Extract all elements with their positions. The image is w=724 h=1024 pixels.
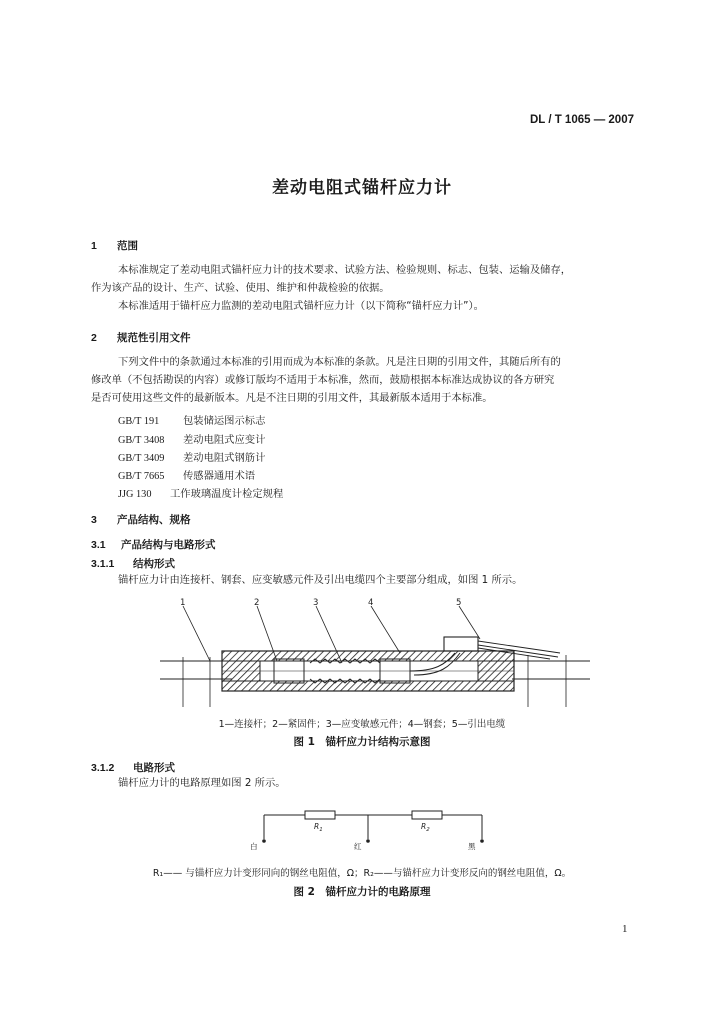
section-3-1-1-para: 锚杆应力计由连接杆、钢套、应变敏感元件及引出电缆四个主要部分组成，如图 1 所示。 bbox=[118, 574, 523, 586]
section-3-1-heading bbox=[91, 537, 216, 552]
section-1-para1-line1: 本标准规定了差动电阻式锚杆应力计的技术要求、试验方法、检验规则、标志、包装、运输及储存， bbox=[118, 264, 572, 276]
section-3-heading bbox=[91, 512, 191, 527]
connecting-rod-left bbox=[160, 657, 232, 707]
steel-sleeve bbox=[222, 651, 514, 691]
terminal-right-label: 黑 bbox=[468, 842, 476, 851]
section-title: 产品结构与电路形式 bbox=[121, 539, 216, 551]
circuit-wires bbox=[264, 815, 482, 839]
resistor-r1 bbox=[305, 811, 335, 819]
section-2-para-line1: 下列文件中的条款通过本标准的引用而成为本标准的条款。凡是注日期的引用文件，其随后所有的 bbox=[118, 356, 561, 368]
callout-4: 4 bbox=[368, 598, 374, 608]
section-title: 范围 bbox=[117, 240, 138, 252]
callout-1: 1 bbox=[180, 598, 186, 608]
reference-code: JJG 130 bbox=[118, 489, 152, 500]
section-number: 1 bbox=[91, 240, 97, 252]
document-number: DL / T 1065 — 2007 bbox=[530, 114, 634, 126]
section-title: 规范性引用文件 bbox=[117, 332, 191, 344]
figure-2-legend: R₁—— 与锚杆应力计变形同向的钢丝电阻值，Ω；R₂——与锚杆应力计变形反向的钢丝电阻值，Ω。 bbox=[152, 868, 572, 879]
reference-item bbox=[118, 431, 265, 446]
reference-code: GB/T 7665 bbox=[118, 471, 165, 482]
section-title: 结构形式 bbox=[133, 558, 175, 570]
reference-title: 工作玻璃温度计检定规程 bbox=[170, 488, 284, 500]
figure-2-circuit bbox=[250, 803, 500, 855]
reference-item bbox=[118, 412, 265, 427]
r1-label: $R_1$ bbox=[314, 822, 323, 833]
reference-item bbox=[118, 467, 255, 482]
section-2-heading bbox=[91, 330, 191, 345]
reference-title: 差动电阻式钢筋计 bbox=[183, 452, 266, 464]
figure-2-caption: 图 2 锚杆应力计的电路原理 bbox=[293, 886, 431, 898]
section-3-1-2-para: 锚杆应力计的电路原理如图 2 所示。 bbox=[118, 777, 286, 789]
terminal-mid-label: 红 bbox=[354, 842, 362, 851]
section-number: 3 bbox=[91, 514, 97, 526]
section-title: 电路形式 bbox=[133, 762, 175, 774]
reference-title: 包装储运图示标志 bbox=[183, 415, 266, 427]
section-2-para-line2: 修改单（不包括勘误的内容）或修订版均不适用于本标准，然而，鼓励根据本标准达成协议的各方研究 bbox=[91, 374, 555, 386]
reference-title: 差动电阻式应变计 bbox=[183, 434, 266, 446]
section-1-heading bbox=[91, 238, 138, 253]
section-3-1-2-heading bbox=[91, 760, 175, 775]
section-2-para-line3: 是否可使用这些文件的最新版本。凡是不注日期的引用文件，其最新版本适用于本标准。 bbox=[91, 392, 493, 404]
document-title: 差动电阻式锚杆应力计 bbox=[272, 178, 452, 198]
reference-code: GB/T 3409 bbox=[118, 453, 165, 464]
reference-item bbox=[118, 485, 283, 500]
section-number: 2 bbox=[91, 332, 97, 344]
section-title: 产品结构、规格 bbox=[117, 514, 191, 526]
figure-1-diagram bbox=[160, 595, 590, 710]
terminal-dots bbox=[262, 839, 484, 843]
reference-title: 传感器通用术语 bbox=[183, 470, 256, 482]
section-1-para1-line2: 作为该产品的设计、生产、试验、使用、维护和仲裁检验的依据。 bbox=[91, 282, 390, 294]
resistor-r2 bbox=[412, 811, 442, 819]
callout-5: 5 bbox=[456, 598, 462, 608]
section-1-para2: 本标准适用于锚杆应力监测的差动电阻式锚杆应力计（以下简称“锚杆应力计”）。 bbox=[118, 300, 484, 312]
connecting-rod-right bbox=[512, 655, 590, 707]
reference-code: GB/T 3408 bbox=[118, 435, 165, 446]
section-number: 3.1.2 bbox=[91, 762, 115, 774]
page-number: 1 bbox=[622, 923, 628, 935]
figure-1-legend: 1—连接杆；2—紧固件；3—应变敏感元件；4—钢套；5—引出电缆 bbox=[218, 719, 506, 730]
reference-code: GB/T 191 bbox=[118, 416, 160, 427]
terminal-left-label: 白 bbox=[250, 842, 258, 851]
r2-label: $R_2$ bbox=[421, 822, 430, 833]
reference-item bbox=[118, 449, 265, 464]
section-number: 3.1.1 bbox=[91, 558, 115, 570]
figure-1-caption: 图 1 锚杆应力计结构示意图 bbox=[293, 736, 431, 748]
section-3-1-1-heading bbox=[91, 556, 175, 571]
callout-2: 2 bbox=[254, 598, 260, 608]
section-number: 3.1 bbox=[91, 539, 106, 551]
callout-3: 3 bbox=[313, 598, 319, 608]
